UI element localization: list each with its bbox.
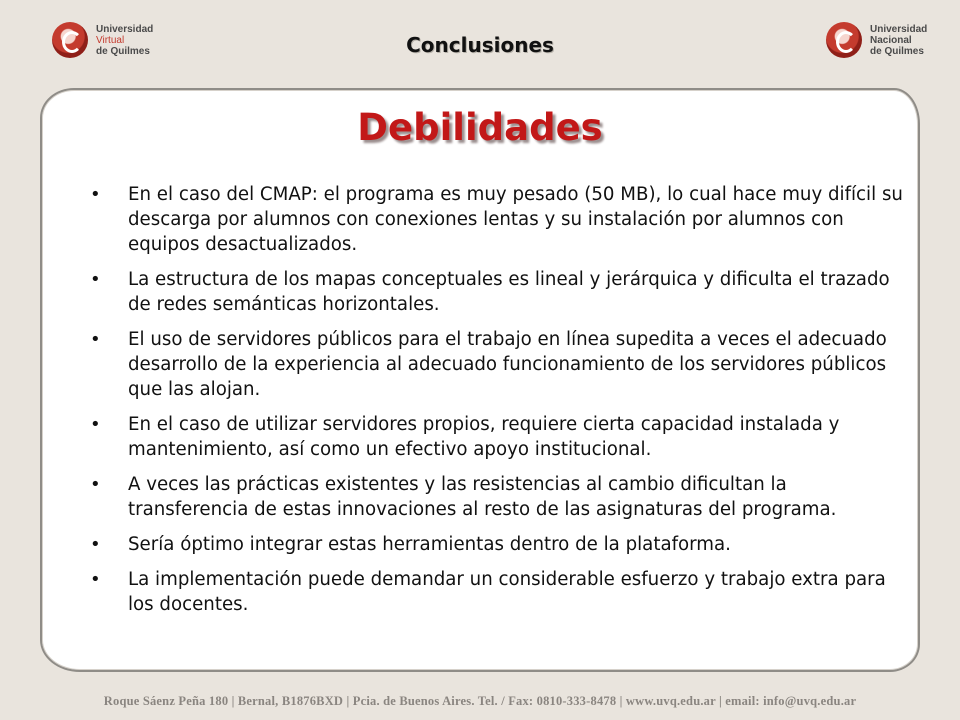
slide-title: Debilidades (357, 106, 603, 149)
list-item: • En el caso del CMAP: el programa es muy pesado (50 MB), lo cual hace muy difícil su descarga por alumnos con conexiones lentas y su instalación por alumnos con equipos desactualizados. (90, 184, 903, 255)
logo-universidad-nacional (826, 22, 927, 58)
list-item: • A veces las prácticas existentes y las resistencias al cambio dificultan la transferencia de estas innovaciones al resto de las asignaturas del programa. (90, 474, 837, 520)
bullet-dot-icon: • (90, 184, 101, 205)
list-item: • La implementación puede demandar un considerable esfuerzo y trabajo extra para los docentes. (90, 569, 886, 615)
bullet-list (88, 182, 908, 627)
logo-left-text: Universidad Virtual de Quilmes (96, 23, 154, 57)
list-item: • El uso de servidores públicos para el trabajo en línea supedita a veces el adecuado desarrollo de la experiencia al adecuado funcionamiento de los servidores públicos que las alojan. (90, 329, 887, 400)
list-item: • Sería óptimo integrar estas herramientas dentro de la plataforma. (90, 534, 731, 555)
bullet-dot-icon: • (90, 269, 101, 290)
list-item: • En el caso de utilizar servidores propios, requiere cierta capacidad instalada y mantenimiento, así como un efectivo apoyo institucional. (90, 414, 840, 460)
bullet-dot-icon: • (90, 329, 101, 350)
footer-contact: Roque Sáenz Peña 180 | Bernal, B1876BXD | Pcia. de Buenos Aires. Tel. / Fax: 0810-333-8478 | www.uvq.edu.ar | email: info@uvq.edu.ar (103, 694, 857, 708)
university-emblem-icon (826, 22, 862, 58)
section-title: Conclusiones (406, 33, 554, 57)
bullet-dot-icon: • (90, 474, 101, 495)
list-item: • La estructura de los mapas conceptuales es lineal y jerárquica y dificulta el trazado de redes semánticas horizontales. (90, 269, 890, 315)
bullet-dot-icon: • (90, 569, 101, 590)
bullet-dot-icon: • (90, 414, 101, 435)
logo-right-text: Universidad Nacional de Quilmes (870, 23, 928, 57)
bullet-dot-icon: • (90, 534, 101, 555)
